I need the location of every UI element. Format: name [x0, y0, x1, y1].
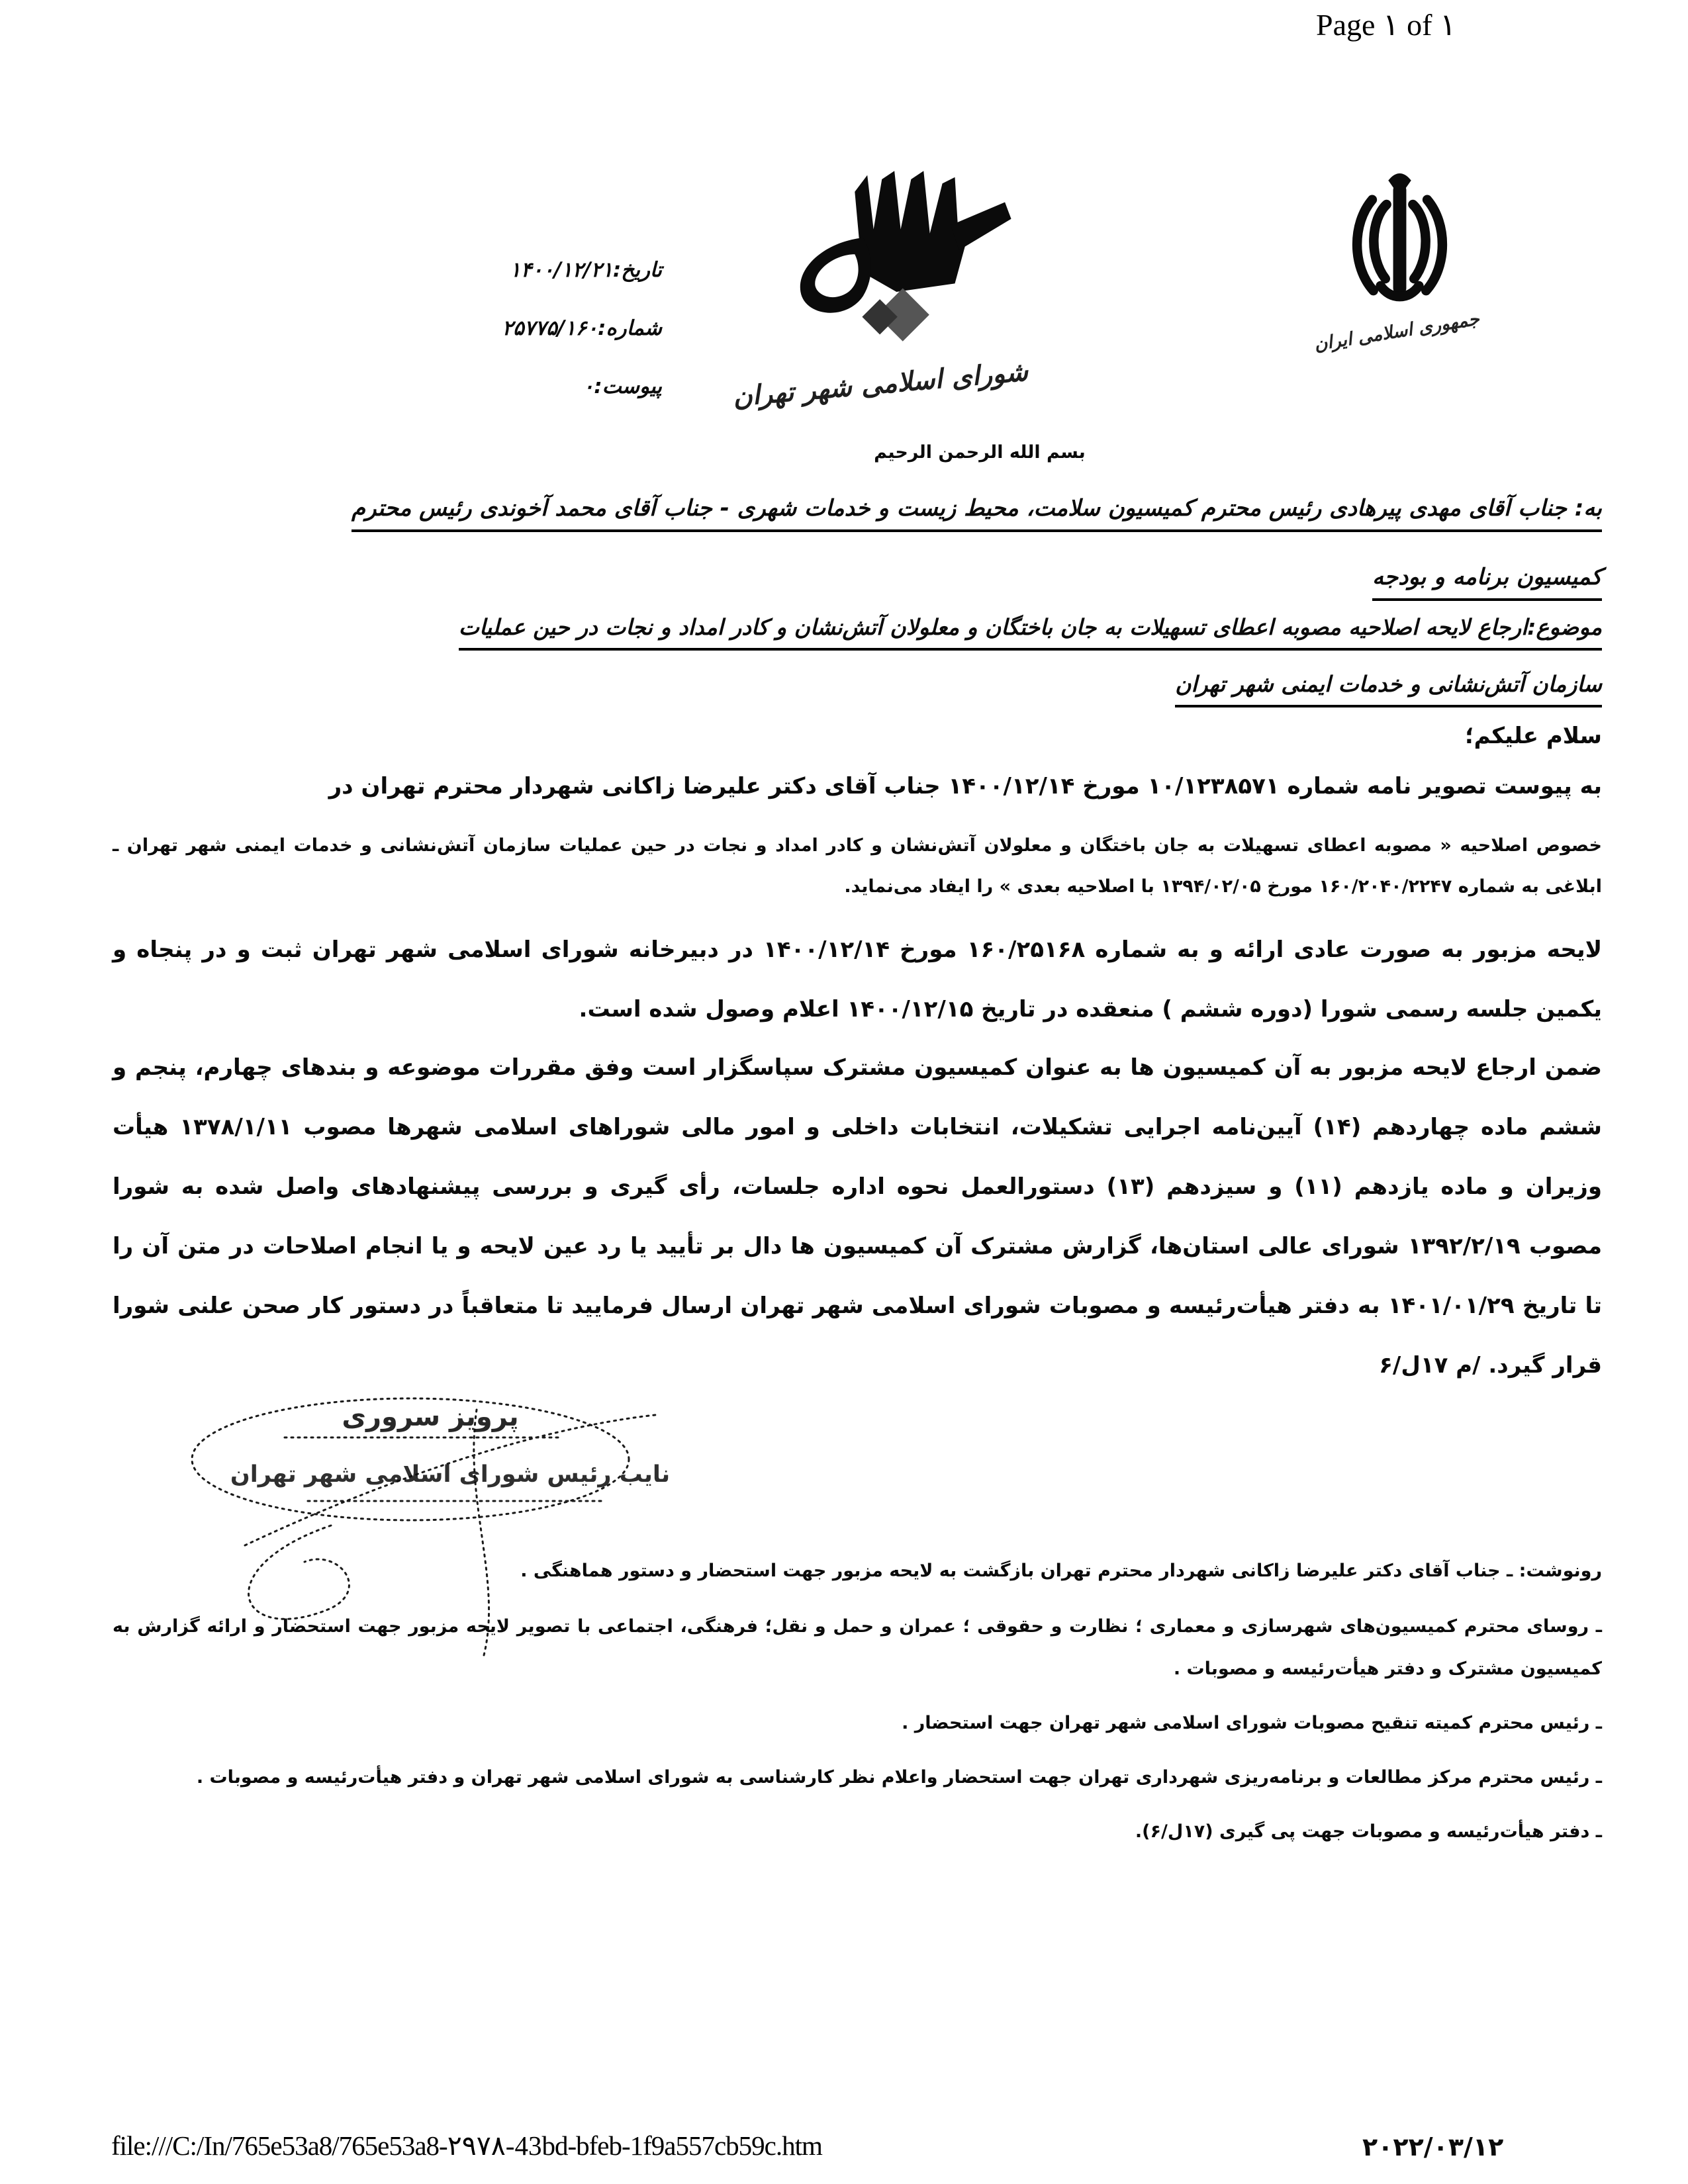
cc-section [113, 1557, 1602, 1865]
addressee-line-2 [113, 564, 1602, 590]
body-paragraph-2: لایحه مزبور به صورت عادی ارائه و به شماره ۱۶۰/۲۵۱۶۸ مورخ ۱۴۰۰/۱۲/۱۴ در دبیرخانه شورای اسلامی شهر تهران ثبت و در پنجاه و یکمین جلسه رسمی شورا (دوره ششم ) منعقده در تاریخ ۱۴۰۰/۱۲/۱۵ اعلام وصول شده است. [113, 936, 1603, 1023]
meta-number-row [238, 308, 662, 367]
body-paragraph-1-line-2: خصوص اصلاحیه « مصوبه اعطای تسهیلات به جان باختگان و معلولان آتش‌نشان و کادر امداد و نجات در حین عملیات سازمان آتش‌نشانی و خدمات ایمنی شهر تهران ـ [113, 835, 1602, 856]
signer-name: پرویز سروری [342, 1402, 519, 1432]
subject-line-2 [113, 671, 1602, 697]
footer-file-path: file:///C:/In/765e53a8/765e53a8-۲۹۷۸-43bd-bfeb-1f9a557cb59c.htm [111, 2130, 822, 2161]
tehran-council-logo-icon [767, 167, 1018, 375]
cc-item: ـ دفتر هیأت‌رئیسه و مصوبات جهت پی گیری (۱۷ل/۶). [1135, 1821, 1602, 1842]
cc-lead-line: رونوشت: ـ جناب آقای دکتر علیرضا زاکانی شهردار محترم تهران بازگشت به لایحه مزبور جهت استحضار و دستور هماهنگی . [520, 1561, 1602, 1581]
body-paragraph-1-line-3: ابلاغی به شماره ۱۶۰/۲۰۴۰/۲۲۴۷ مورخ ۱۳۹۴/۰۲/۰۵ با اصلاحیه بعدی » را ایفاد می‌نماید. [844, 876, 1602, 897]
meta-attachment-value: ۰ [583, 375, 594, 398]
meta-date-label: تاریخ: [612, 258, 662, 282]
meta-number-label: شماره: [598, 316, 662, 340]
addressee-line-2-text: کمیسیون برنامه و بودجه [1372, 564, 1602, 601]
signer-title: نایب رئیس شورای اسلامی شهر تهران [230, 1461, 671, 1488]
body-paragraph-3: ضمن ارجاع لایحه مزبور به آن کمیسیون ها به عنوان کمیسیون مشترک سپاسگزار است وفق مقررات موضوعه و بندهای چهارم، پنجم و ششم ماده چهاردهم (۱۴) آیین‌نامه اجرایی تشکیلات، انتخابات داخلی و امور مالی شوراهای اسلامی شهرها مصوب ۱۳۷۸/۱/۱۱ هیأت وزیران و ماده یازدهم (۱۱) و سیزدهم (۱۳) دستورالعمل نحوه اداره جلسات، رأی گیری و بررسی پیشنهادهای واصل شده به شورا مصوب ۱۳۹۲/۲/۱۹ شورای عالی استان‌ها، گزارش مشترک آن کمیسیون ها دال بر تأیید یا رد عین لایحه و یا انجام اصلاحات در متن آن را تا تاریخ ۱۴۰۱/۰۱/۲۹ به دفتر هیأت‌رئیسه و مصوبات شورای اسلامی شهر تهران ارسال فرمایید تا متعاقباً در دستور کار صحن علنی شورا قرار گیرد. /م ۱۷ل/۶ [113, 1054, 1603, 1379]
meta-date-row [238, 250, 662, 308]
meta-number-value: ۲۵۷۷۵/۱۶۰ [502, 316, 598, 340]
council-logo-caption: شورای اسلامی شهر تهران [731, 356, 1029, 413]
subject-line-1 [113, 614, 1602, 640]
addressee-line-1-text: به: جناب آقای مهدی پیرهادی رئیس محترم کمیسیون سلامت، محیط زیست و خدمات شهری - جناب آقای محمد آخوندی رئیس محترم [352, 495, 1602, 532]
meta-attachment-row [238, 367, 662, 425]
cc-item: ـ روسای محترم کمیسیون‌های شهرسازی و معماری ؛ نظارت و حقوقی ؛ عمران و حمل و نقل؛ فرهنگی، اجتماعی با تصویر لایحه مزبور جهت استحضار و ارائه گزارش به کمیسیون مشترک و دفتر هیأت‌رئیسه و مصوبات . [113, 1616, 1602, 1679]
body-paragraph-1-line-1: به پیوست تصویر نامه شماره ۱۰/۱۲۳۸۵۷۱ مورخ ۱۴۰۰/۱۲/۱۴ جناب آقای دکتر علیرضا زاکانی شهردار محترم تهران در [328, 773, 1602, 799]
meta-date-value: ۱۴۰۰/۱۲/۲۱ [510, 258, 613, 282]
iran-national-emblem-icon [1338, 173, 1461, 329]
cc-item: ـ رئیس محترم کمیته تنقیح مصوبات شورای اسلامی شهر تهران جهت استحضار . [902, 1713, 1602, 1733]
iran-emblem-caption: جمهوری اسلامی ایران [1313, 308, 1481, 355]
bismillah-line: بسم الله الرحمن الرحیم [874, 442, 1086, 463]
subject-line-1-text: موضوع:ارجاع لایحه اصلاحیه مصوبه اعطای تسهیلات به جان باختگان و معلولان آتش‌نشان و کادر امداد و نجات در حین عملیات [459, 614, 1602, 651]
cc-item: ـ رئیس محترم مرکز مطالعات و برنامه‌ریزی شهرداری تهران جهت استحضار واعلام نظر کارشناسی به شورای اسلامی شهر تهران و دفتر هیأت‌رئیسه و مصوبات . [196, 1767, 1602, 1788]
salutation: سلام علیکم؛ [1464, 723, 1602, 749]
meta-attachment-label: پیوست: [594, 375, 662, 398]
subject-line-2-text: سازمان آتش‌نشانی و خدمات ایمنی شهر تهران [1175, 671, 1602, 707]
addressee-line-1 [113, 495, 1602, 522]
footer-date: ۲۰۲۲/۰۳/۱۲ [1362, 2132, 1504, 2161]
page-counter: Page ۱ of ۱ [1316, 8, 1456, 42]
letterhead-meta [238, 250, 662, 425]
